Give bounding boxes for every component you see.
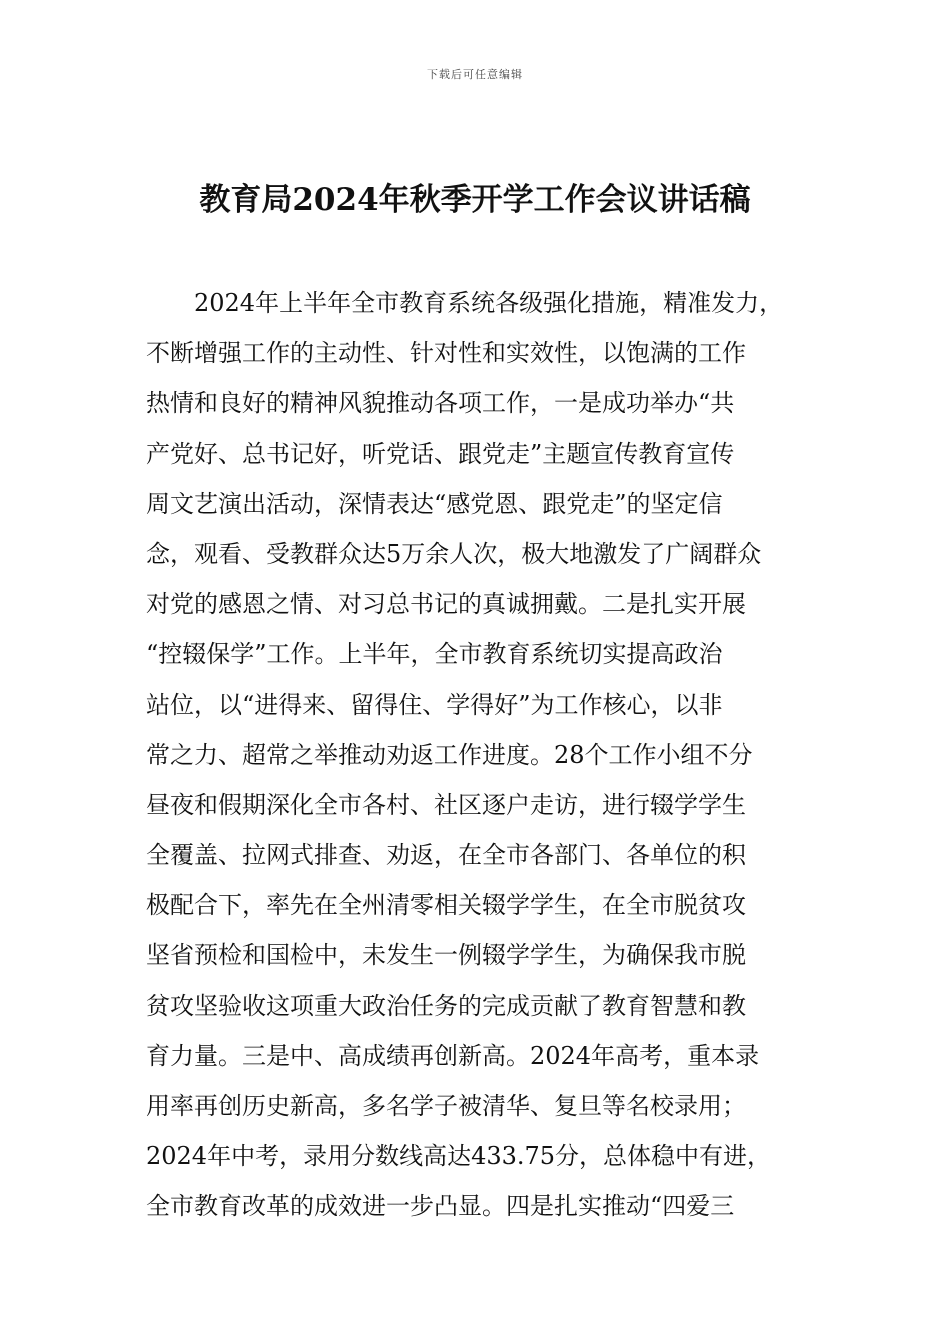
body-line: 全覆盖、拉网式排查、劝返，在全市各部门、各单位的积 [146, 841, 746, 870]
document-title: 教育局2024年秋季开学工作会议讲话稿 [199, 182, 751, 218]
body-line: 热情和良好的精神风貌推动各项工作，一是成功举办“共 [146, 389, 735, 418]
body-line: 常之力、超常之举推动劝返工作进度。28个工作小组不分 [146, 740, 753, 769]
body-line: 极配合下，率先在全州清零相关辍学学生，在全市脱贫攻 [146, 891, 746, 920]
body-line: 全市教育改革的成效进一步凸显。四是扎实推动“四爱三 [146, 1192, 735, 1221]
body-line: 坚省预检和国检中，未发生一例辍学学生，为确保我市脱 [146, 941, 746, 970]
document-body [146, 278, 811, 1232]
body-line: 站位，以“进得来、留得住、学得好”为工作核心，以非 [146, 690, 723, 719]
body-line: 周文艺演出活动，深情表达“感党恩、跟党走”的坚定信 [146, 489, 723, 518]
body-line: 不断增强工作的主动性、针对性和实效性，以饱满的工作 [146, 339, 746, 368]
body-line: 用率再创历史新高，多名学子被清华、复旦等名校录用； [146, 1092, 746, 1120]
body-line: 2024年上半年全市教育系统各级强化措施，精准发力， [146, 289, 784, 317]
body-line: “控辍保学”工作。上半年，全市教育系统切实提高政治 [146, 640, 723, 669]
body-line: 昼夜和假期深化全市各村、社区逐户走访，进行辍学学生 [146, 790, 746, 819]
body-line: 2024年中考，录用分数线高达433.75分，总体稳中有进， [146, 1142, 772, 1171]
body-line: 贫攻坚验收这项重大政治任务的完成贡献了教育智慧和教 [146, 991, 746, 1020]
page-header-note: 下载后可任意编辑 [427, 68, 523, 81]
body-line: 对党的感恩之情、对习总书记的真诚拥戴。二是扎实开展 [146, 590, 746, 619]
body-line: 育力量。三是中、高成绩再创新高。2024年高考，重本录 [146, 1041, 760, 1070]
body-line: 念，观看、受教群众达5万余人次，极大地激发了广阔群众 [146, 539, 762, 568]
body-line: 产党好、总书记好，听党话、跟党走”主题宣传教育宣传 [146, 439, 735, 468]
